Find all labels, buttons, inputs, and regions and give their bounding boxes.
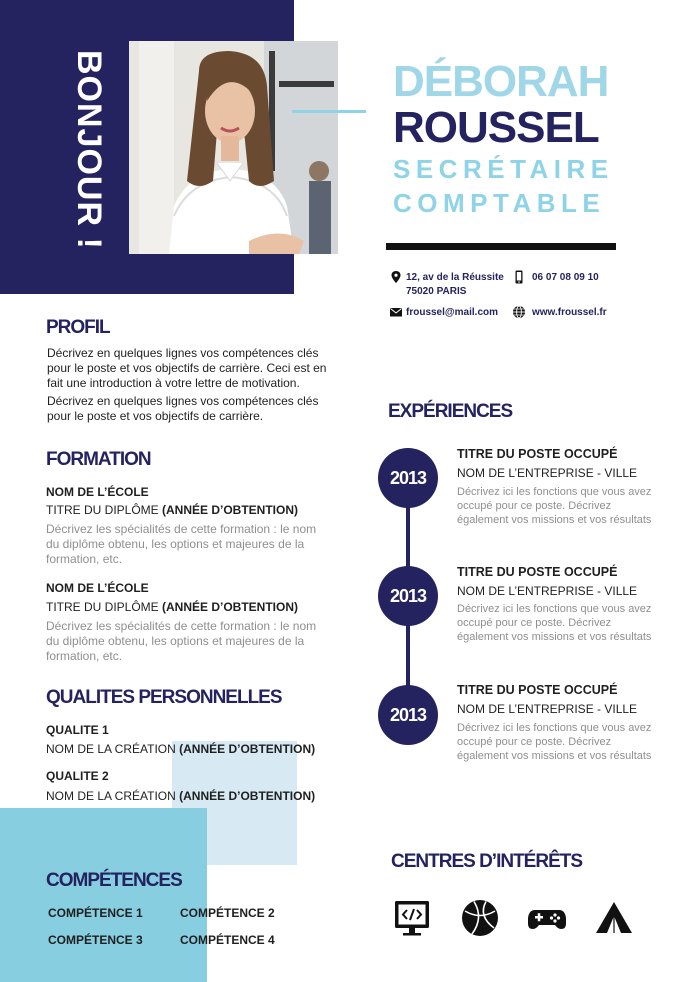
job-title-line2: COMPTABLE xyxy=(393,188,606,218)
last-name: ROUSSEL xyxy=(393,103,599,152)
formation-title: FORMATION xyxy=(46,449,151,470)
experience-year-badge: 2013 xyxy=(378,448,438,508)
greeting-vertical xyxy=(68,50,108,250)
location-pin-icon xyxy=(389,270,403,284)
competence-item: COMPÉTENCE 1 xyxy=(48,906,143,920)
qualite-year: (ANNÉE D’OBTENTION) xyxy=(179,742,316,756)
qualite-detail: NOM DE LA CRÉATION xyxy=(46,789,180,803)
experience-description: Décrivez ici les fonctions que vous avez occupé pour ce poste. Décrivez également vos missions et vos résultats xyxy=(457,722,652,762)
formation-description: Décrivez les spécialités de cette formation : le nom du diplôme obtenu, les options et majeures de la formation, etc. xyxy=(46,522,317,566)
experience-year-badge: 2013 xyxy=(378,685,438,745)
interets-title: CENTRES D’INTÉRÊTS xyxy=(391,851,583,872)
address-line2: 75020 PARIS xyxy=(406,286,467,297)
profil-paragraph-1: Décrivez en quelques lignes vos compétences clés pour le poste et vos objectifs de carrière. Ceci est en fait une introduction à votre lettre de motivation. xyxy=(47,346,327,390)
formation-school: NOM DE L’ÉCOLE xyxy=(46,485,149,499)
qualites-title: QUALITES PERSONNELLES xyxy=(46,687,282,708)
experience-description: Décrivez ici les fonctions que vous avez occupé pour ce poste. Décrivez également vos missions et vos résultats xyxy=(457,486,652,526)
formation-school: NOM DE L’ÉCOLE xyxy=(46,581,149,595)
experience-title: TITRE DU POSTE OCCUPÉ xyxy=(457,683,618,697)
experiences-title: EXPÉRIENCES xyxy=(388,401,513,422)
address-line1: 12, av de la Réussite xyxy=(406,272,504,283)
qualite-name: QUALITE 2 xyxy=(46,769,109,783)
qualite-detail-line xyxy=(46,789,315,803)
decorative-cyan-rectangle xyxy=(0,808,207,982)
experience-year-badge: 2013 xyxy=(378,566,438,626)
experience-title: TITRE DU POSTE OCCUPÉ xyxy=(457,565,618,579)
experience-description: Décrivez ici les fonctions que vous avez occupé pour ce poste. Décrivez également vos missions et vos résultats xyxy=(457,603,652,643)
experience-company: NOM DE L’ENTREPRISE - VILLE xyxy=(457,466,638,480)
profil-title: PROFIL xyxy=(46,317,110,338)
formation-degree-line xyxy=(46,600,298,614)
profil-paragraph-2: Décrivez en quelques lignes vos compétences clés pour le poste et vos objectifs de carrière. xyxy=(47,394,319,423)
mobile-phone-icon xyxy=(512,270,526,284)
name-accent-line xyxy=(292,110,366,113)
tent-icon xyxy=(594,898,634,938)
formation-degree: TITRE DU DIPLÔME xyxy=(46,503,163,517)
first-name: DÉBORAH xyxy=(393,57,609,106)
envelope-icon xyxy=(389,305,403,319)
qualite-year: (ANNÉE D’OBTENTION) xyxy=(179,789,316,803)
basketball-icon xyxy=(460,898,500,938)
formation-year: (ANNÉE D’OBTENTION) xyxy=(162,503,299,517)
profile-photo xyxy=(129,41,338,254)
formation-year: (ANNÉE D’OBTENTION) xyxy=(162,600,299,614)
competence-item: COMPÉTENCE 2 xyxy=(180,906,275,920)
formation-degree: TITRE DU DIPLÔME xyxy=(46,600,163,614)
competences-title: COMPÉTENCES xyxy=(46,870,182,891)
qualite-detail-line xyxy=(46,742,315,756)
job-title-line1: SECRÉTAIRE xyxy=(393,154,614,184)
computer-code-icon xyxy=(392,898,432,938)
qualite-detail: NOM DE LA CRÉATION xyxy=(46,742,180,756)
phone-number: 06 07 08 09 10 xyxy=(532,272,599,283)
formation-description: Décrivez les spécialités de cette formation : le nom du diplôme obtenu, les options et majeures de la formation, etc. xyxy=(46,619,317,663)
experience-title: TITRE DU POSTE OCCUPÉ xyxy=(457,447,618,461)
formation-degree-line xyxy=(46,503,298,517)
globe-icon xyxy=(512,305,526,319)
qualite-name: QUALITE 1 xyxy=(46,723,109,737)
experience-company: NOM DE L’ENTREPRISE - VILLE xyxy=(457,584,638,598)
competence-item: COMPÉTENCE 3 xyxy=(48,933,143,947)
email-address: froussel@mail.com xyxy=(406,307,499,318)
experience-company: NOM DE L’ENTREPRISE - VILLE xyxy=(457,702,638,716)
website-address: www.froussel.fr xyxy=(532,307,607,318)
greeting-text: BONJOUR ! xyxy=(70,50,108,250)
gamepad-icon xyxy=(527,898,567,938)
header-divider-bar xyxy=(386,243,616,250)
competence-item: COMPÉTENCE 4 xyxy=(180,933,275,947)
